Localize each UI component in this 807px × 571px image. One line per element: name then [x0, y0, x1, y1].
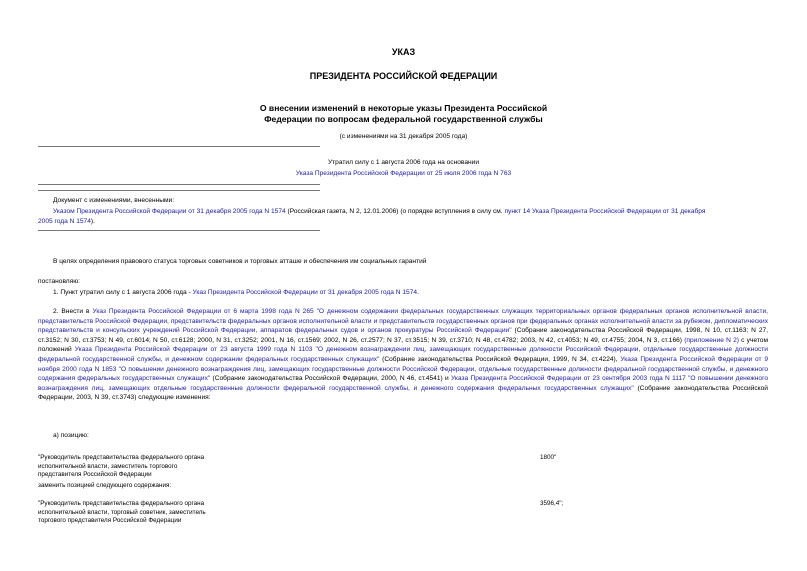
replace-text: заменить позицией следующего содержания: [38, 482, 172, 489]
decree-title: УКАЗ [391, 47, 416, 57]
status-text: Утратил силу с 1 августа 2006 года на основании [327, 159, 480, 166]
appendix-2-link[interactable]: (приложение N 2) [684, 336, 739, 344]
revision-note: (с изменениями на 31 декабря 2005 года) [339, 133, 468, 140]
changes-label: Документ с изменениями, внесенными: [53, 197, 175, 204]
decree-1103-link[interactable]: Указа Президента Российской Федерации от 23 августа 1999 года N 1103 "О денежном вознаграждении лиц, замещающих государственные должности Российской Федерации, отдельные государственные должности федеральной государственной службы, и денежном содержании федеральных государственных служащих" [38, 346, 768, 363]
document-title-line-1: О внесении изменений в некоторые указы Президента Российской [259, 103, 548, 113]
repeal-decree-link[interactable]: Указа Президента Российской Федерации от 25 июля 2006 года N 763 [295, 170, 512, 177]
changes-block: Указом Президента Российской Федерации от 31 декабря 2005 года N 1574 (Российская газета, N 2, 12.01.2006) (о порядке вступления в силу см. пункт 14 Указа Президента Российской Федерации от 31 декабря 2005 года N 1574). [38, 208, 706, 225]
table-row-old-position: "Руководитель представительства федерального органа исполнительной власти, заместитель торгового представителя Российской Федерации [38, 454, 205, 479]
divider [38, 230, 320, 231]
point-1-link[interactable]: Указ Президента Российской Федерации от 31 декабря 2005 года N 1574 [192, 289, 418, 296]
entry-into-force-link-2[interactable]: 2005 года N 1574 [38, 217, 91, 225]
divider [38, 184, 320, 185]
document-title-line-2: Федерации по вопросам федеральной государственной службы [264, 114, 543, 124]
preamble: В целях определения правового статуса торговых советников и торговых атташе и обеспечения им социальных гарантий [53, 258, 427, 265]
amending-decree-link[interactable]: Указом Президента Российской Федерации от 31 декабря 2005 года N 1574 [53, 208, 286, 215]
table-row-new-position: "Руководитель представительства федерального органа исполнительной власти, торговый советник, заместитель торгового представителя Российской Федерации [38, 500, 206, 525]
decree-1853-link[interactable]: Указа Президента Российской Федерации от 9 ноября 2000 года N 1853 "О повышении денежного вознаграждения лиц, замещающих государственные должности Российской Федерации, отдельные государственные должности федеральной государственной службы, и денежного содержания федеральных государственных служащих" [38, 355, 768, 383]
table-row-old-value: 1800" [540, 454, 557, 461]
decree-1117-link[interactable]: Указа Президента Российской Федерации от 23 сентября 2003 года N 1117 "О повышении денежного вознаграждения лиц, замещающих отдельные государственные должности федеральной государственной службы, и денежного содержания федеральных государственных служащих" [38, 375, 768, 392]
decree-word: постановляю: [38, 278, 81, 285]
decree-subtitle: ПРЕЗИДЕНТА РОССИЙСКОЙ ФЕДЕРАЦИИ [309, 71, 498, 81]
item-a: а) позицию: [53, 432, 89, 439]
changes-text: (Российская газета, N 2, 12.01.2006) (о порядке вступления в силу см. [285, 208, 505, 215]
decree-265-link[interactable]: Указ Президента Российской Федерации от 6 марта 1998 года N 265 "О денежном содержании федеральных государственных служащих территориальных органов федеральных органов исполнительной власти, представительств Российской Федерации, представительств федеральных органов исполнительной власти и представительств государственных органов при федеральных органах исполнительной власти за рубежом, дипломатических представительств и консульских учреждений Российской Федерации, аппаратов федеральных судов и органов прокуратуры Российской Федерации" [38, 308, 768, 335]
point-1: 1. Пункт утратил силу с 1 августа 2006 года - Указ Президента Российской Федерации от 31 декабря 2005 года N 1574. [53, 289, 419, 296]
divider [38, 146, 320, 147]
point-2: 2. Внести в Указ Президента Российской Федерации от 6 марта 1998 года N 265 "О денежном содержании федеральных государственных служащих территориальных органов федеральных органов исполнительной власти, представительств Российской Федерации, представительств федеральных органов исполнительной власти и представительств государственных органов при федеральных органах исполнительной власти за рубежом, дипломатических представительств и консульских учреждений Российской Федерации, аппаратов федеральных судов и органов прокуратуры Российской Федерации" (Собрание законодательства Российской Федерации, 1998, N 10, ст.1163; N 27, ст.3152; N 30, ст.3753; N 49, ст.6014; N 50, ст.6128; 2000, N 31, ст.3252; 2001, N 16, ст.1569; 2002, N 26, ст.2577; N 37, ст.3515; N 39, ст.3710; N 48, ст.4782; 2003, N 42, ст.4053; N 49, ст.4755; 2004, N 3, ст.166) (приложение N 2) с учетом положений Указа Президента Российской Федерации от 23 августа 1999 года N 1103 "О денежном вознаграждении лиц, замещающих государственные должности Российской Федерации, отдельные государственные должности федеральной государственной службы, и денежном содержании федеральных государственных служащих" (Собрание законодательства Российской Федерации, 1999, N 34, ст.4224), Указа Президента Российской Федерации от 9 ноября 2000 года N 1853 "О повышении денежного вознаграждения лиц, замещающих государственные должности Российской Федерации, отдельные государственные должности федеральной государственной службы, и денежного содержания федеральных государственных служащих" (Собрание законодательства Российской Федерации, 2000, N 46, ст.4541) и Указа Президента Российской Федерации от 23 сентября 2003 года N 1117 "О повышении денежного вознаграждения лиц, замещающих отдельные государственные должности федеральной государственной службы, и денежного содержания федеральных государственных служащих" (Собрание законодательства Российской Федерации, 2003, N 39, ст.3743) следующие изменения: [38, 308, 769, 402]
table-row-new-value: 3596,4"; [540, 500, 564, 507]
entry-into-force-link[interactable]: пункт 14 Указа Президента Российской Федерации от 31 декабря [504, 208, 706, 215]
divider [38, 190, 320, 191]
